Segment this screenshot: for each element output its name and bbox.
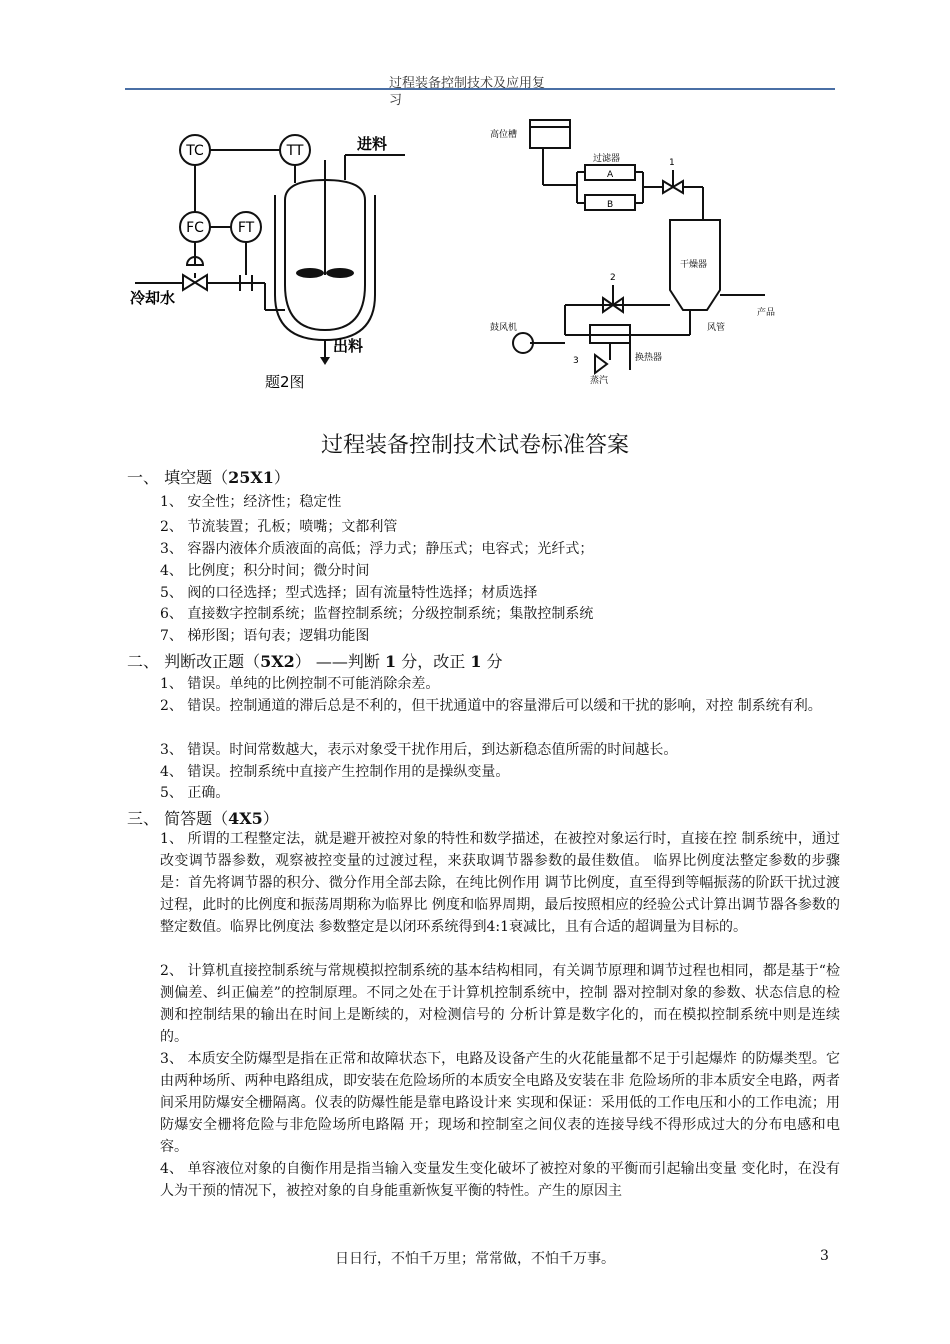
filter-a-label: A (607, 170, 614, 180)
section3-close: ） (262, 809, 279, 828)
figure-dryer-diagram (485, 115, 795, 385)
section2-end: 分 (486, 652, 503, 671)
section1-item: 3、 容器内液体介质液面的高低；浮力式；静压式；电容式；光纤式； (160, 541, 594, 557)
section2-item: 3、 错误。时间常数越大，表示对象受干扰作用后，到达新稳态值所需的时间越长。 (160, 742, 678, 758)
section2-item: 4、 错误。控制系统中直接产生控制作用的是操纵变量。 (160, 764, 510, 780)
feed-label: 进料 (357, 135, 388, 153)
section3-item: 1、 所谓的工程整定法，就是避开被控对象的特性和数学描述，在被控对象运行时，直接在控 制系统中，通过改变调节器参数，观察被控变量的过渡过程，来获取调节器参数的最佳数值。 临界比例度法整定参数的步骤是：首先将调节器的积分、微分作用全部去除，在纯比例作用 调节比例度，直至得到等幅振荡的阶跃干扰过渡过程，此时的比例度和振荡周期称为临界比 例度和临界周期，最后按照相应的经验公式计算出调节器各参数的整定数值。临界比例度法 参数整定是以闭环系统得到4:1衰减比，且有合适的超调量为目标的。 (160, 831, 840, 935)
running-header (389, 75, 569, 109)
section1-item: 1、 安全性；经济性；稳定性 (160, 494, 342, 510)
section2-rest: ） ——判断 (294, 652, 380, 671)
section1-item: 6、 直接数字控制系统；监督控制系统；分级控制系统；集散控制系统 (160, 606, 594, 622)
running-header-title-cont: 习 (389, 93, 403, 108)
footer-motto: 日日行，不怕千万里；常常做，不怕千万事。 (335, 1251, 615, 1267)
valve3-label: 3 (573, 356, 579, 366)
section1-item: 2、 节流装置；孔板；喷嘴；文都利管 (160, 519, 398, 535)
section2-heading (127, 649, 503, 672)
section1-heading (127, 465, 290, 488)
section2-mid: 分，改正 (401, 652, 466, 671)
section1-item: 4、 比例度；积分时间；微分时间 (160, 563, 370, 579)
product-label: 产品 (757, 308, 776, 318)
section3-item: 2、 计算机直接控制系统与常规模拟控制系统的基本结构相同，有关调节原理和调节过程也相同，都是基于“检测偏差、纠正偏差”的控制原理。不同之处在于计算机控制系统中，控制 器对控制对象的参数、状态信息的检测和控制结果的输出在时间上是断续的，对检测信号的 分析计算是数字化的，而在模拟控制系统中则是连续的。 (160, 963, 840, 1045)
section3-item: 3、 本质安全防爆型是指在正常和故障状态下，电路及设备产生的火花能量都不足于引起爆炸 的防爆类型。它由两种场所、两种电路组成，即安装在危险场所的本质安全电路及安装在非 危险场所的非本质安全电路，两者间采用防爆安全栅隔离。仪表的防爆性能是靠电路设计来 实现和保证：采用低的工作电压和小的工作电流；用防爆安全栅将危险与非危险场所电路隔 开；现场和控制室之间仪表的连接导线不得形成过大的分布电感和电容。 (160, 1051, 840, 1155)
filter-label: 过滤器 (593, 154, 621, 164)
tt-label: TT (286, 143, 304, 159)
section1-score: 25X1 (228, 468, 274, 487)
air-pipe-label: 风管 (707, 323, 726, 333)
section3-label: 三、 简答题（ (127, 809, 229, 828)
dryer-diagram-svg (485, 115, 795, 385)
ft-label: FT (237, 220, 255, 236)
section1-item: 7、 梯形图；语句表；逻辑功能图 (160, 628, 370, 644)
filter-b-label: B (607, 200, 614, 210)
section2-label: 二、 判断改正题（ (127, 652, 261, 671)
header-rule (125, 88, 835, 90)
valve2-label: 2 (610, 273, 616, 283)
valve1-label: 1 (669, 158, 675, 168)
section2-item: 2、 错误。控制通道的滞后总是不利的，但干扰通道中的容量滞后可以缓和干扰的影响，对控 制系统有利。 (160, 698, 822, 714)
section2-score: 5X2 (260, 652, 295, 671)
figure1-caption: 题2图 (265, 373, 305, 391)
steam-label: 蒸汽 (590, 376, 609, 385)
tc-label: TC (186, 143, 204, 159)
running-header-title: 过程装备控制技术及应用复 (389, 76, 546, 91)
document-title: 过程装备控制技术试卷标准答案 (320, 433, 629, 458)
discharge-label: 出料 (333, 337, 364, 355)
section2-n1: 1 (384, 652, 397, 671)
figure-reactor-diagram (125, 125, 425, 395)
dryer-label: 干燥器 (680, 260, 708, 270)
blower-label: 鼓风机 (490, 323, 518, 333)
section2-n2: 1 (470, 652, 482, 671)
section1-close: ） (273, 468, 290, 487)
section3-score: 4X5 (228, 809, 263, 828)
section3-heading (127, 806, 279, 829)
section1-label: 一、 填空题（ (127, 468, 229, 487)
section2-item: 1、 错误。单纯的比例控制不可能消除余差。 (160, 676, 440, 692)
page-number: 3 (820, 1248, 829, 1264)
heat-exchanger-label: 换热器 (635, 353, 663, 363)
tank-label: 高位槽 (490, 130, 518, 140)
coolant-label: 冷却水 (130, 289, 176, 307)
reactor-diagram-svg (125, 125, 425, 395)
section3-item: 4、 单容液位对象的自衡作用是指当输入变量发生变化破坏了被控对象的平衡而引起输出变量 变化时，在没有人为干预的情况下，被控对象的自身能重新恢复平衡的特性。产生的原因主 (160, 1161, 840, 1199)
fc-label: FC (186, 220, 204, 236)
section2-item: 5、 正确。 (160, 785, 230, 801)
section1-item: 5、 阀的口径选择；型式选择；固有流量特性选择；材质选择 (160, 585, 538, 601)
